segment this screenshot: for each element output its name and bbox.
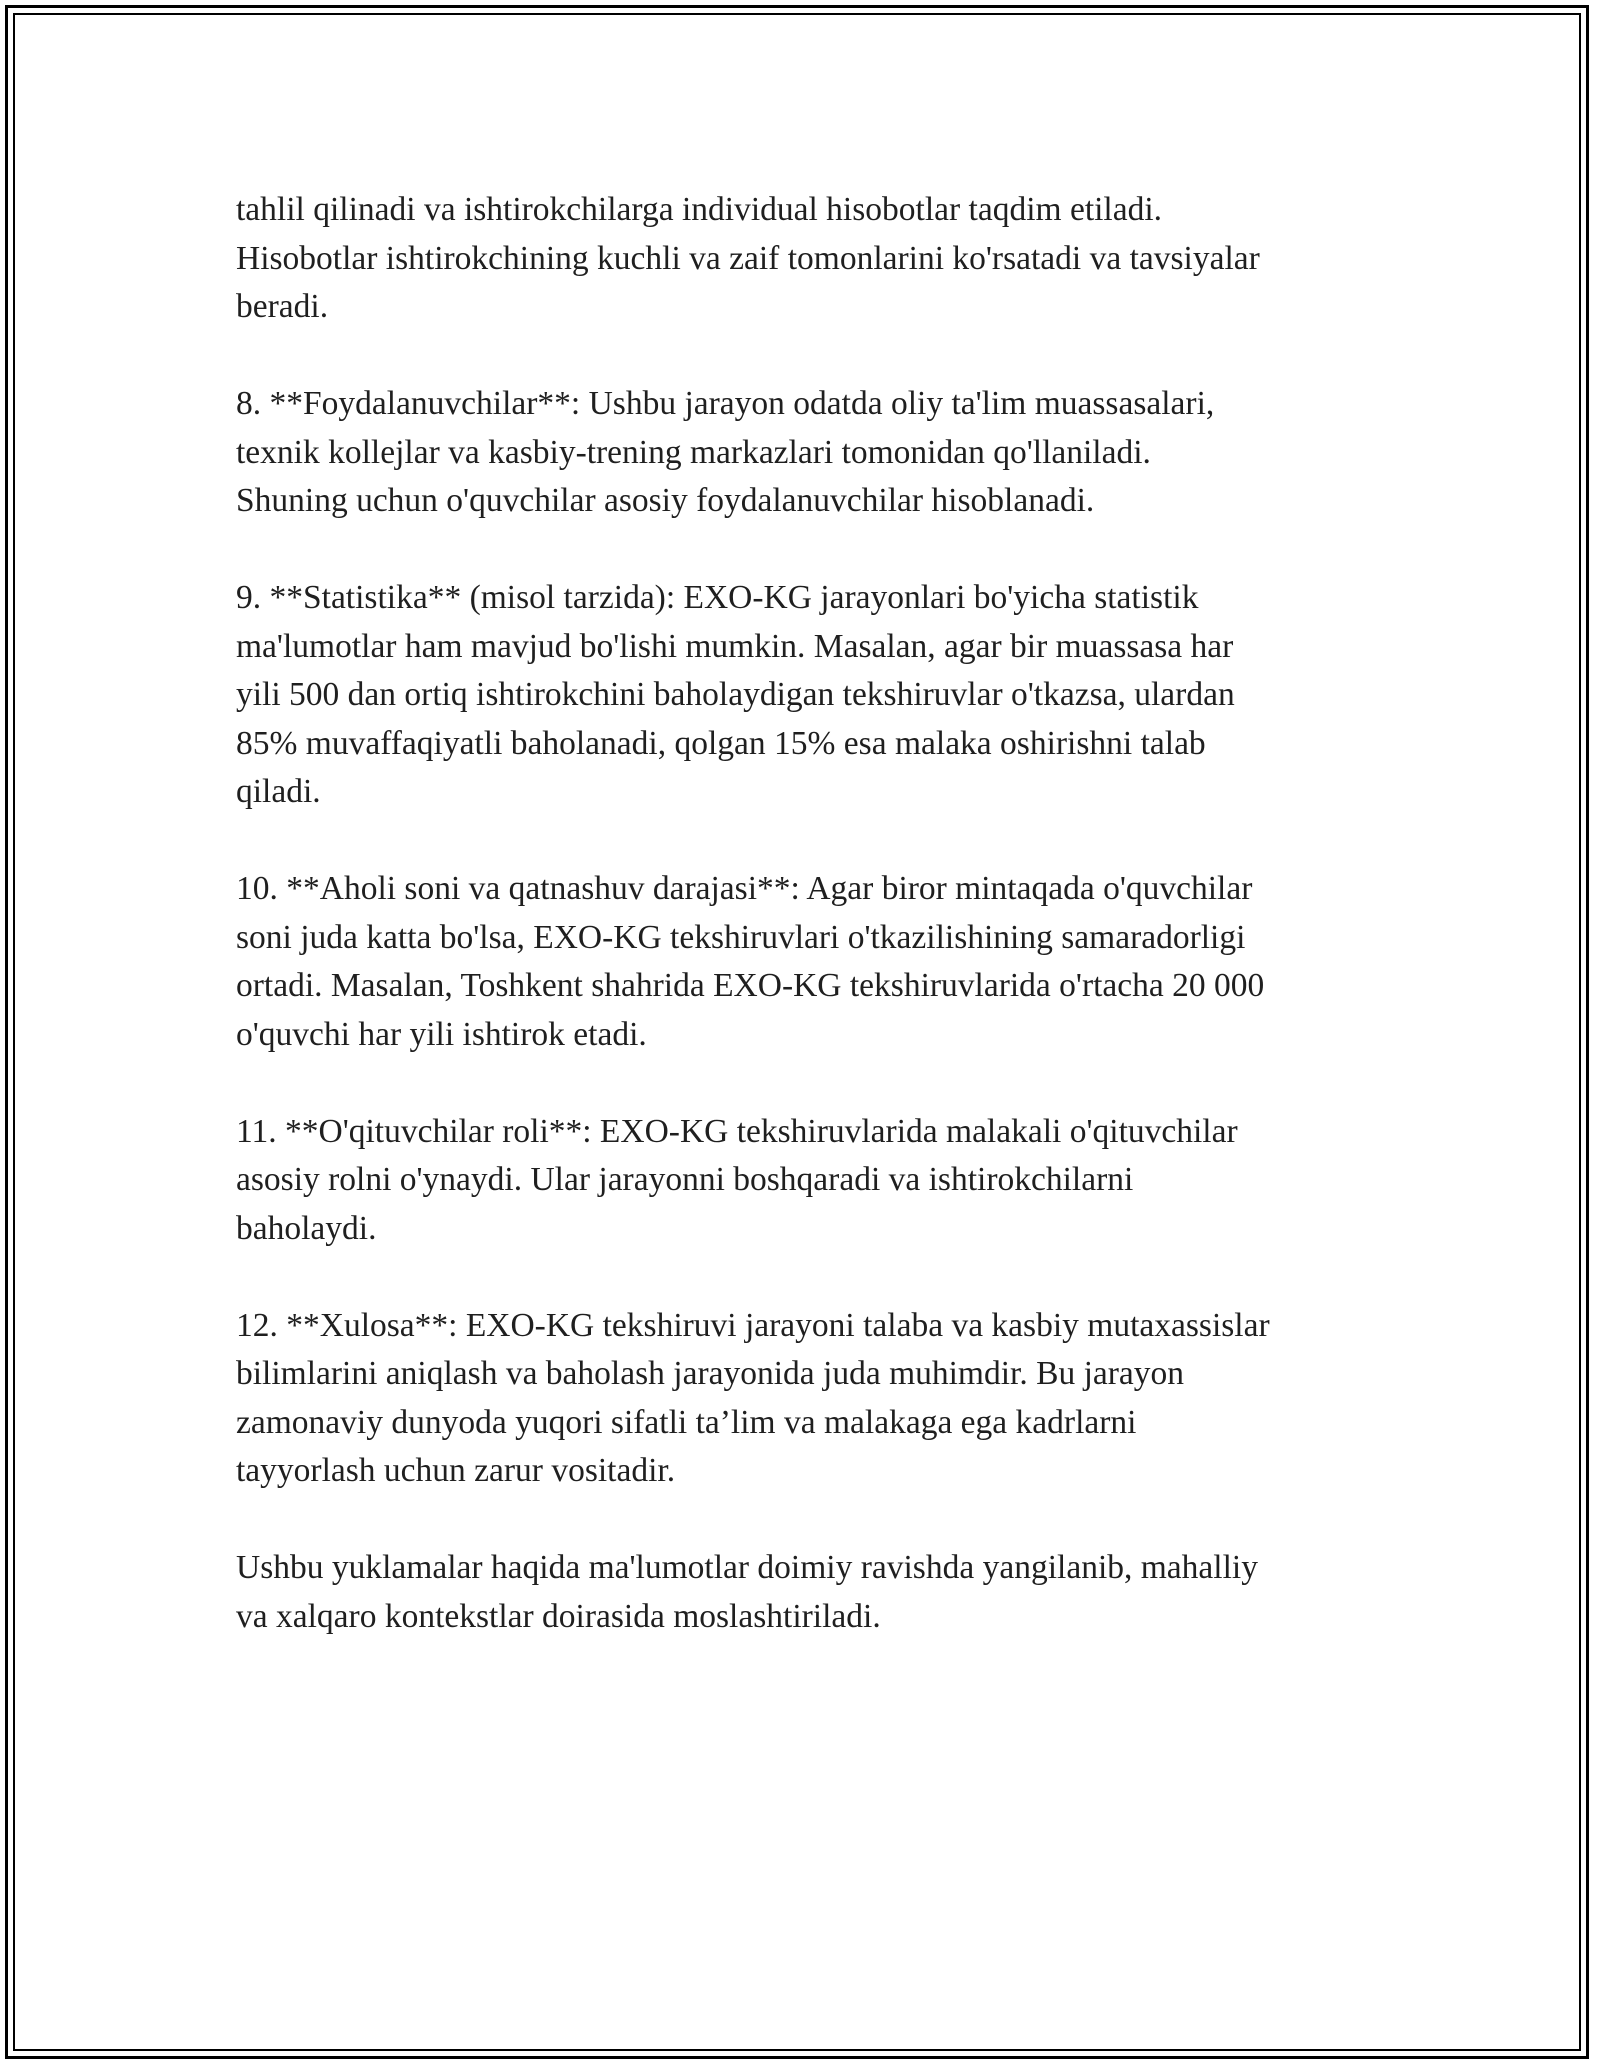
paragraph-continuation: tahlil qilinadi va ishtirokchilarga individual hisobotlar taqdim etiladi. Hisobotlar ishtirokchining kuchli va zaif tomonlarini ko'rsatadi va tavsiyalar beradi. [236, 191, 1260, 325]
paragraph-aholi-soni: 10. **Aholi soni va qatnashuv darajasi**: Agar biror mintaqada o'quvchilar soni juda katta bo'lsa, EXO-KG tekshiruvlari o'tkazilishining samaradorligi ortadi. Masalan, Toshkent shahrida EXO-KG tekshiruvlarida o'rtacha 20 000 o'quvchi har yili ishtirok etadi. [236, 870, 1265, 1053]
paragraph-closing-note: Ushbu yuklamalar haqida ma'lumotlar doimiy ravishda yangilanib, mahalliy va xalqaro kontekstlar doirasida moslashtiriladi. [236, 1549, 1258, 1635]
paragraph-xulosa: 12. **Xulosa**: EXO-KG tekshiruvi jarayoni talaba va kasbiy mutaxassislar bilimlarini aniqlash va baholash jarayonida juda muhimdir. Bu jarayon zamonaviy dunyoda yuqori sifatli ta’lim va malakaga ega kadrlarni tayyorlash uchun zarur vositadir. [236, 1306, 1270, 1489]
document-body [236, 186, 1396, 1690]
paragraph-oqituvchilar-roli: 11. **O'qituvchilar roli**: EXO-KG tekshiruvlarida malakali o'qituvchilar asosiy rolni o'ynaydi. Ular jarayonni boshqaradi va ishtirokchilarni baholaydi. [236, 1112, 1238, 1247]
paragraph-foydalanuvchilar: 8. **Foydalanuvchilar**: Ushbu jarayon odatda oliy ta'lim muassasalari, texnik kollejlar va kasbiy-trening markazlari tomonidan qo'llaniladi. Shuning uchun o'quvchilar asosiy foydalanuvchilar hisoblanadi. [236, 385, 1215, 519]
paragraph-statistika: 9. **Statistika** (misol tarzida): EXO-KG jarayonlari bo'yicha statistik ma'lumotlar ham mavjud bo'lishi mumkin. Masalan, agar bir muassasa har yili 500 dan ortiq ishtirokchini baholaydigan tekshiruvlar o'tkazsa, ulardan 85% muvaffaqiyatli baholanadi, qolgan 15% esa malaka oshirishni talab qiladi. [236, 579, 1235, 810]
